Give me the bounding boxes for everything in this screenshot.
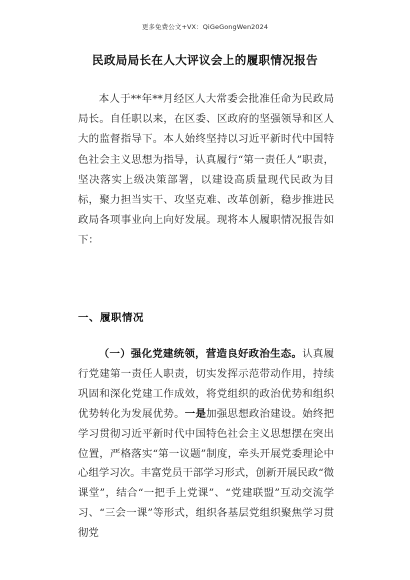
paragraph-1 [78, 345, 334, 544]
section-heading-1: 一、履职情况 [78, 312, 144, 324]
paragraph-1-emphasis: 一是 [184, 407, 207, 420]
intro-paragraph: 本人于**年**月经区人大常委会批准任命为民政局局长。自任职以来，在区委、区政府的坚强领导和区人大的监督指导下。本人始终坚持以习近平新时代中国特色社会主义思想为指导，认真履行“第一责任人”职责，坚决落实上级决策部署，以建设高质量现代民政为目标，聚力担当实干、攻坚克难、改革创新，稳步推进民政局各项事业向上向好发展。现将本人履职情况报告如下： [78, 93, 334, 247]
paragraph-1-text-a: 认真履行党建第一责任人职责，切实发挥示范带动作用，持续巩固和深化党建工作成效，将党组织的政治优势和组织优势转化为发展优势。 [78, 348, 335, 420]
paragraph-1-text-b: 加强思想政治建设。始终把学习贯彻习近平新时代中国特色社会主义思想摆在突出位置，严格落实“第一议题”制度，牵头开展党委理论中心组学习次。丰富党员干部学习形式，创新开展民政“微课堂”，结合“一把手上党课”、“党建联盟”互动交流学习、“三会一课”等形式，组织各基层党组织聚焦学习贯彻党 [78, 407, 335, 540]
paragraph-1-lead: （一）强化党建统领，营造良好政治生态。 [98, 348, 303, 360]
header-watermark: 更多免费公文+VX：QiGeGongWen2024 [141, 23, 269, 31]
document-title: 民政局局长在人大评议会上的履职情况报告 [91, 53, 319, 67]
